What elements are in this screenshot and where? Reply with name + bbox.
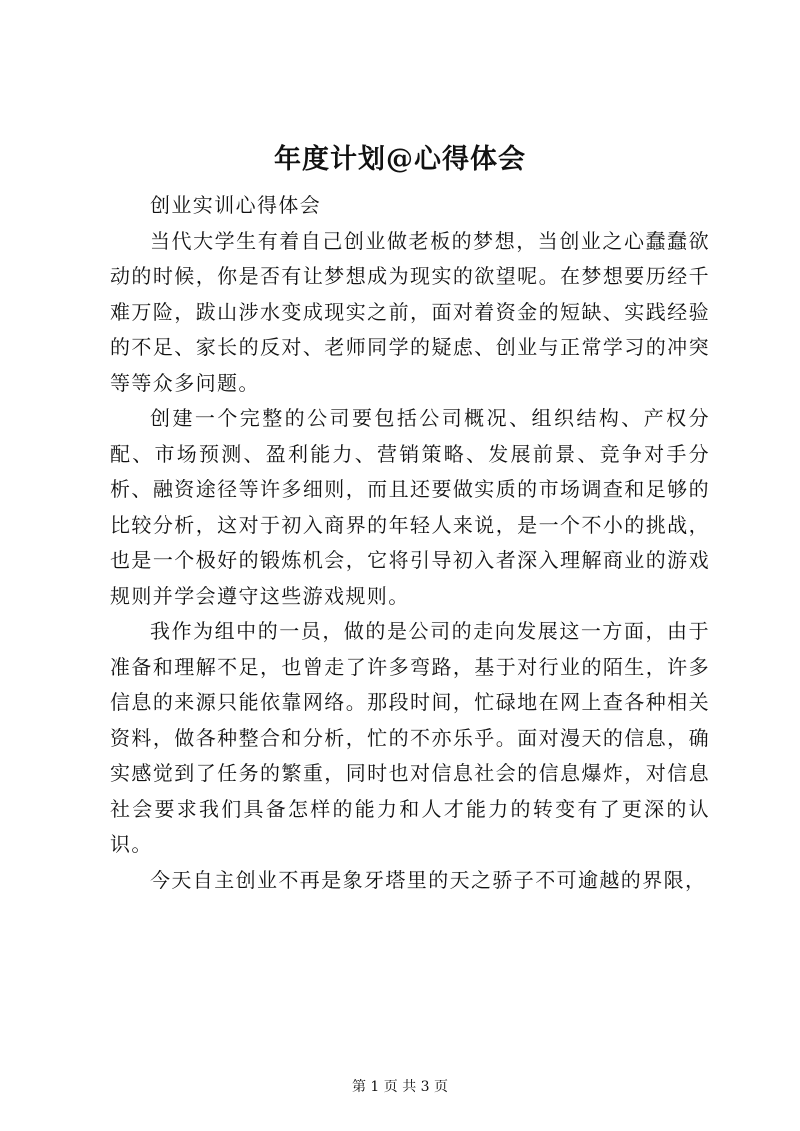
document-title: 年度计划@心得体会 bbox=[274, 144, 526, 175]
paragraph-2: 创建一个完整的公司要包括公司概况、组织结构、产权分配、市场预测、盈利能力、营销策略、发展前景、竞争对手分析、融资途径等许多细则，而且还要做实质的市场调查和足够的比较分析，这对于初入商界的年轻人来说，是一个不小的挑战，也是一个极好的锻炼机会，它将引导初入者深入理解商业的游戏规则并学会遵守这些游戏规则。 bbox=[110, 406, 710, 608]
paragraph-1: 当代大学生有着自己创业做老板的梦想，当创业之心蠢蠢欲动的时候，你是否有让梦想成为现实的欲望呢。在梦想要历经千难万险，跋山涉水变成现实之前，面对着资金的短缺、实践经验的不足、家长的反对、老师同学的疑虑、创业与正常学习的冲突等等众多问题。 bbox=[110, 228, 710, 395]
paragraph-3: 我作为组中的一员，做的是公司的走向发展这一方面，由于准备和理解不足，也曾走了许多弯路，基于对行业的陌生，许多信息的来源只能依靠网络。那段时间，忙碌地在网上查各种相关资料，做各种整合和分析，忙的不亦乐乎。面对漫天的信息，确实感觉到了任务的繁重，同时也对信息社会的信息爆炸，对信息社会要求我们具备怎样的能力和人才能力的转变有了更深的认识。 bbox=[110, 619, 710, 856]
page-footer: 第 1 页 共 3 页 bbox=[351, 1079, 449, 1095]
document-subtitle: 创业实训心得体会 bbox=[150, 193, 322, 217]
paragraph-4: 今天自主创业不再是象牙塔里的天之骄子不可逾越的界限， bbox=[150, 867, 707, 892]
document-body bbox=[110, 188, 710, 898]
